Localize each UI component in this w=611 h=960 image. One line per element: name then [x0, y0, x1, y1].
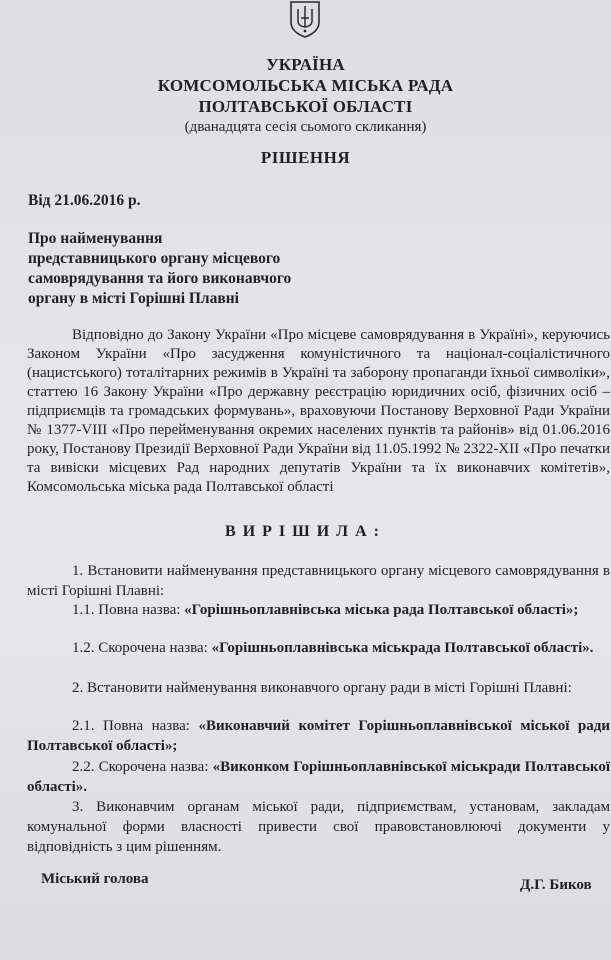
resolved-heading: ВИРІШИЛА: — [225, 523, 386, 540]
trident-coat-of-arms-icon — [285, 0, 325, 38]
item-3: 3. Виконавчим органам міської ради, підприємствам, установам, закладам комунальної форми власності привести свої правовстановлюючі документи у відповідність з цим рішенням. — [27, 799, 610, 855]
item-2: 2. Встановити найменування виконавчого органу ради в місті Горішні Плавні: — [72, 680, 572, 696]
item-1-1: 1.1. Повна назва: «Горішньоплавнівська міська рада Полтавської області»; — [72, 602, 579, 618]
item-1-2: 1.2. Скорочена назва: «Горішньоплавнівська міськрада Полтавської області». — [72, 640, 594, 656]
header-country: УКРАЇНА — [266, 55, 345, 74]
signature-name: Д.Г. Биков — [520, 877, 592, 893]
preamble-paragraph: Відповідно до Закону України «Про місцеве самоврядування в Україні», керуючись Законом України «Про засудження комуністичного та націонал-соціалістичного (нацистського) тоталітарних режимів в Україні та заборону пропаганди їхньої символіки», статтею 16 Закону України «Про державну реєстрацію юридичних осіб, фізичних осіб – підприємців та громадських формувань», враховуючи Постанову Верховної Ради України № 1377-VIII «Про перейменування окремих населених пунктів та районів» від 01.06.2016 року, Постанову Президії Верховної Ради України від 11.05.1992 № 2322-XII «Про печатки та вивіски місцевих Рад народних депутатів України та їх виконавчих комітетів», Комсомольська міська рада Полтавської області — [27, 327, 610, 495]
item-2-1: 2.1. Повна назва: «Виконавчий комітет Горішньоплавнівської міської ради Полтавської області»; — [27, 718, 610, 754]
header-session: (дванадцята сесія сьомого скликання) — [184, 119, 427, 135]
item-1: 1. Встановити найменування представницького органу місцевого самоврядування в місті Горішні Плавні: — [27, 563, 610, 599]
decision-date: Від 21.06.2016 р. — [28, 192, 141, 209]
header-council: КОМСОМОЛЬСЬКА МІСЬКА РАДА — [157, 76, 454, 95]
decision-title: РІШЕННЯ — [260, 148, 351, 167]
header-region: ПОЛТАВСЬКОЇ ОБЛАСТІ — [198, 97, 413, 116]
signature-position: Міський голова — [41, 871, 149, 887]
decision-subject: Про найменування представницького органу місцевого самоврядування та його виконавчого органу в місті Горішні Плавні — [28, 230, 292, 307]
item-2-2: 2.2. Скорочена назва: «Виконком Горішньоплавнівської міськради Полтавської області». — [27, 759, 610, 795]
